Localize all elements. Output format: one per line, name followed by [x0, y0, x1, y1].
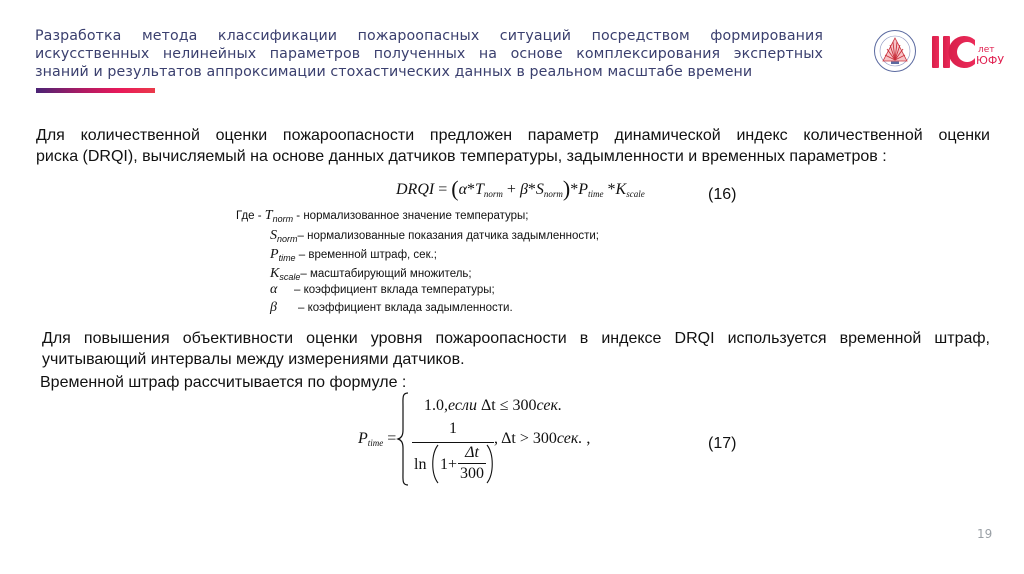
penalty-line-2: учитывающий интервалы между измерениями датчиков. [42, 351, 465, 368]
svg-text:лет: лет [978, 45, 995, 55]
intro-line-1: Для количественной оценки пожароопасности предложен параметр динамической индекс количественной оценки [36, 127, 990, 144]
formula-17-case-1: 1.0,если Δt ≤ 300сек. [424, 397, 562, 414]
title-accent-bar [36, 88, 155, 93]
legend-row-beta: β – коэффициент вклада задымленности. [270, 300, 513, 315]
anniversary-110-logo [930, 30, 1010, 72]
title-line-2: искусственных нелинейных параметров полученных на основе комплексирования экспертных [35, 46, 823, 62]
legend-row-alpha: α – коэффициент вклада температуры; [270, 282, 495, 297]
svg-text:ЮФУ: ЮФУ [976, 54, 1005, 67]
intro-line-2: риска (DRQI), вычисляемый на основе данных датчиков температуры, задымленности и временных параметров : [36, 148, 887, 165]
formula-17-fraction: 1 ln 1+ Δt 300 [410, 420, 496, 484]
legend-row-tnorm: Где - $T_{norm}$ - нормализованное значение температуры; [236, 208, 529, 224]
formula-intro-text: Временной штраф рассчитывается по формуле : [40, 374, 407, 391]
left-brace-icon [396, 392, 410, 486]
penalty-paragraph [42, 328, 990, 370]
legend-row-ptime: $P_{time}$ – временной штраф, сек.; [270, 247, 437, 263]
legend-row-snorm: $S_{norm}-$ нормализованные показания датчика задымленности; [270, 228, 599, 244]
formula-17-case-2: , Δt > 300сек. , [494, 430, 591, 447]
slide-title [35, 27, 823, 81]
legend-row-kscale: $K_{scale}-$ масштабирующий множитель; [270, 266, 472, 282]
title-line-3: знаний и результатов аппроксимации стохастических данных в реальном масштабе времени [35, 64, 753, 80]
sfedu-seal-icon [873, 29, 917, 73]
formula-17-ptime [358, 392, 618, 488]
formula-17-lhs: $P_{time}$ = [358, 430, 397, 448]
page-number: 19 [977, 527, 993, 541]
equation-number-16: (16) [708, 186, 737, 203]
intro-paragraph [36, 125, 990, 167]
title-line-1: Разработка метода классификации пожароопасных ситуаций посредством формирования [35, 28, 823, 44]
equation-number-17: (17) [708, 435, 737, 452]
formula-16-drqi: DRQI = $(\alpha*T_{norm} + \beta*S_{norm})*P_{time}$ $*K_{scale}$ [396, 176, 645, 201]
penalty-line-1: Для повышения объективности оценки уровня пожароопасности в индексе DRQI используется временной штраф, [42, 330, 990, 347]
